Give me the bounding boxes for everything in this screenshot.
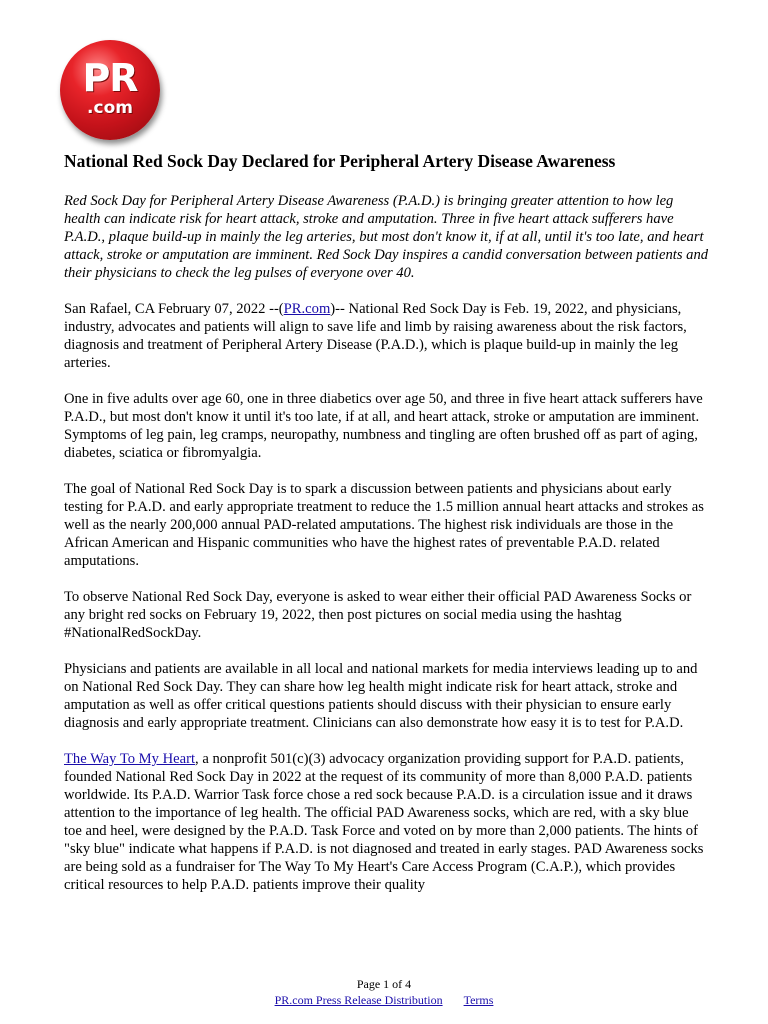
dateline-suffix: )-- National Red Sock Day is Feb. 19, 2022, and physicians, industry, advocates and patients will align to save life and limb by raising awareness about the risk factors, diagnosis and treatment of Peripheral Artery Disease (P.A.D.), which is plaque build-up in mainly the leg arteries. <box>64 301 687 371</box>
page-number: Page 1 of 4 <box>356 977 412 991</box>
summary-paragraph: Red Sock Day for Peripheral Artery Disease Awareness (P.A.D.) is bringing greater attention to how leg health can indicate risk for heart attack, stroke and amputation. Three in five heart attack sufferers have P.A.D., plaque build-up in mainly the leg arteries, but most don't know it, if at all, until it's too late, and heart attack, stroke or amputation are imminent. Red Sock Day inspires a candid conversation between patients and their physicians to check the leg pulses of everyone over 40. <box>64 193 709 281</box>
pr-com-link[interactable]: PR.com <box>283 301 331 317</box>
page-footer <box>0 976 768 1008</box>
dateline-prefix: San Rafael, CA February 07, 2022 --( <box>64 301 284 317</box>
body-paragraph-2: The goal of National Red Sock Day is to spark a discussion between patients and physicians about early testing for P.A.D. and early appropriate treatment to reduce the 1.5 million annual heart attacks and strokes as well as the nearly 200,000 annual PAD-related amputations. The highest risk individuals are those in the African American and Hispanic communities who have the highest rates of preventable P.A.D. related amputations. <box>64 481 704 569</box>
body-paragraph-4: Physicians and patients are available in all local and national markets for media interviews leading up to and on National Red Sock Day. They can share how leg health might indicate risk for heart attack, stroke and amputation as well as offer critical questions patients should discuss with their physician to ensure early diagnosis and early appropriate treatment. Clinicians can also demonstrate how easy it is to test for P.A.D. <box>64 661 698 731</box>
dateline-paragraph <box>64 300 710 372</box>
body-paragraph-3: To observe National Red Sock Day, everyone is asked to wear either their official PAD Awareness Socks or any bright red socks on February 19, 2022, then post pictures on social media using the hashtag #NationalRedSockDay. <box>64 589 692 641</box>
footer-links <box>0 992 768 1008</box>
pr-com-logo[interactable] <box>60 40 160 140</box>
logo-main-text: PR <box>82 56 138 100</box>
page-title: National Red Sock Day Declared for Peripheral Artery Disease Awareness <box>64 151 616 171</box>
body-paragraph-5 <box>64 750 710 894</box>
way-to-my-heart-link[interactable]: The Way To My Heart <box>64 751 196 767</box>
logo-sub-text: .com <box>87 98 133 118</box>
body-paragraph-5-text: , a nonprofit 501(c)(3) advocacy organization providing support for P.A.D. patients, founded National Red Sock Day in 2022 at the request of its community of more than 8,000 P.A.D. patients worldwide. Its P.A.D. Warrior Task force chose a red sock because P.A.D. is a circulation issue and it draws attention to the importance of leg health. The official PAD Awareness socks, which are red, with a sky blue toe and heel, were designed by the P.A.D. Task Force and voted on by more than 2,000 patients. The hints of "sky blue" indicate what happens if P.A.D. is not diagnosed and treated in early stages. PAD Awareness socks are being sold as a fundraiser for The Way To My Heart's Care Access Program (C.A.P.), which provides critical resources to help P.A.D. patients improve their quality <box>64 751 704 893</box>
press-release-distribution-link[interactable]: PR.com Press Release Distribution <box>274 993 443 1007</box>
article-body <box>64 192 710 912</box>
terms-link[interactable]: Terms <box>463 993 494 1007</box>
body-paragraph-1: One in five adults over age 60, one in three diabetics over age 50, and three in five heart attack sufferers have P.A.D., but most don't know it until it's too late, if at all, and heart attack, stroke or amputation are imminent. Symptoms of leg pain, leg cramps, neuropathy, numbness and tingling are often brushed off as part of aging, diabetes, sciatica or fibromyalgia. <box>64 391 703 461</box>
